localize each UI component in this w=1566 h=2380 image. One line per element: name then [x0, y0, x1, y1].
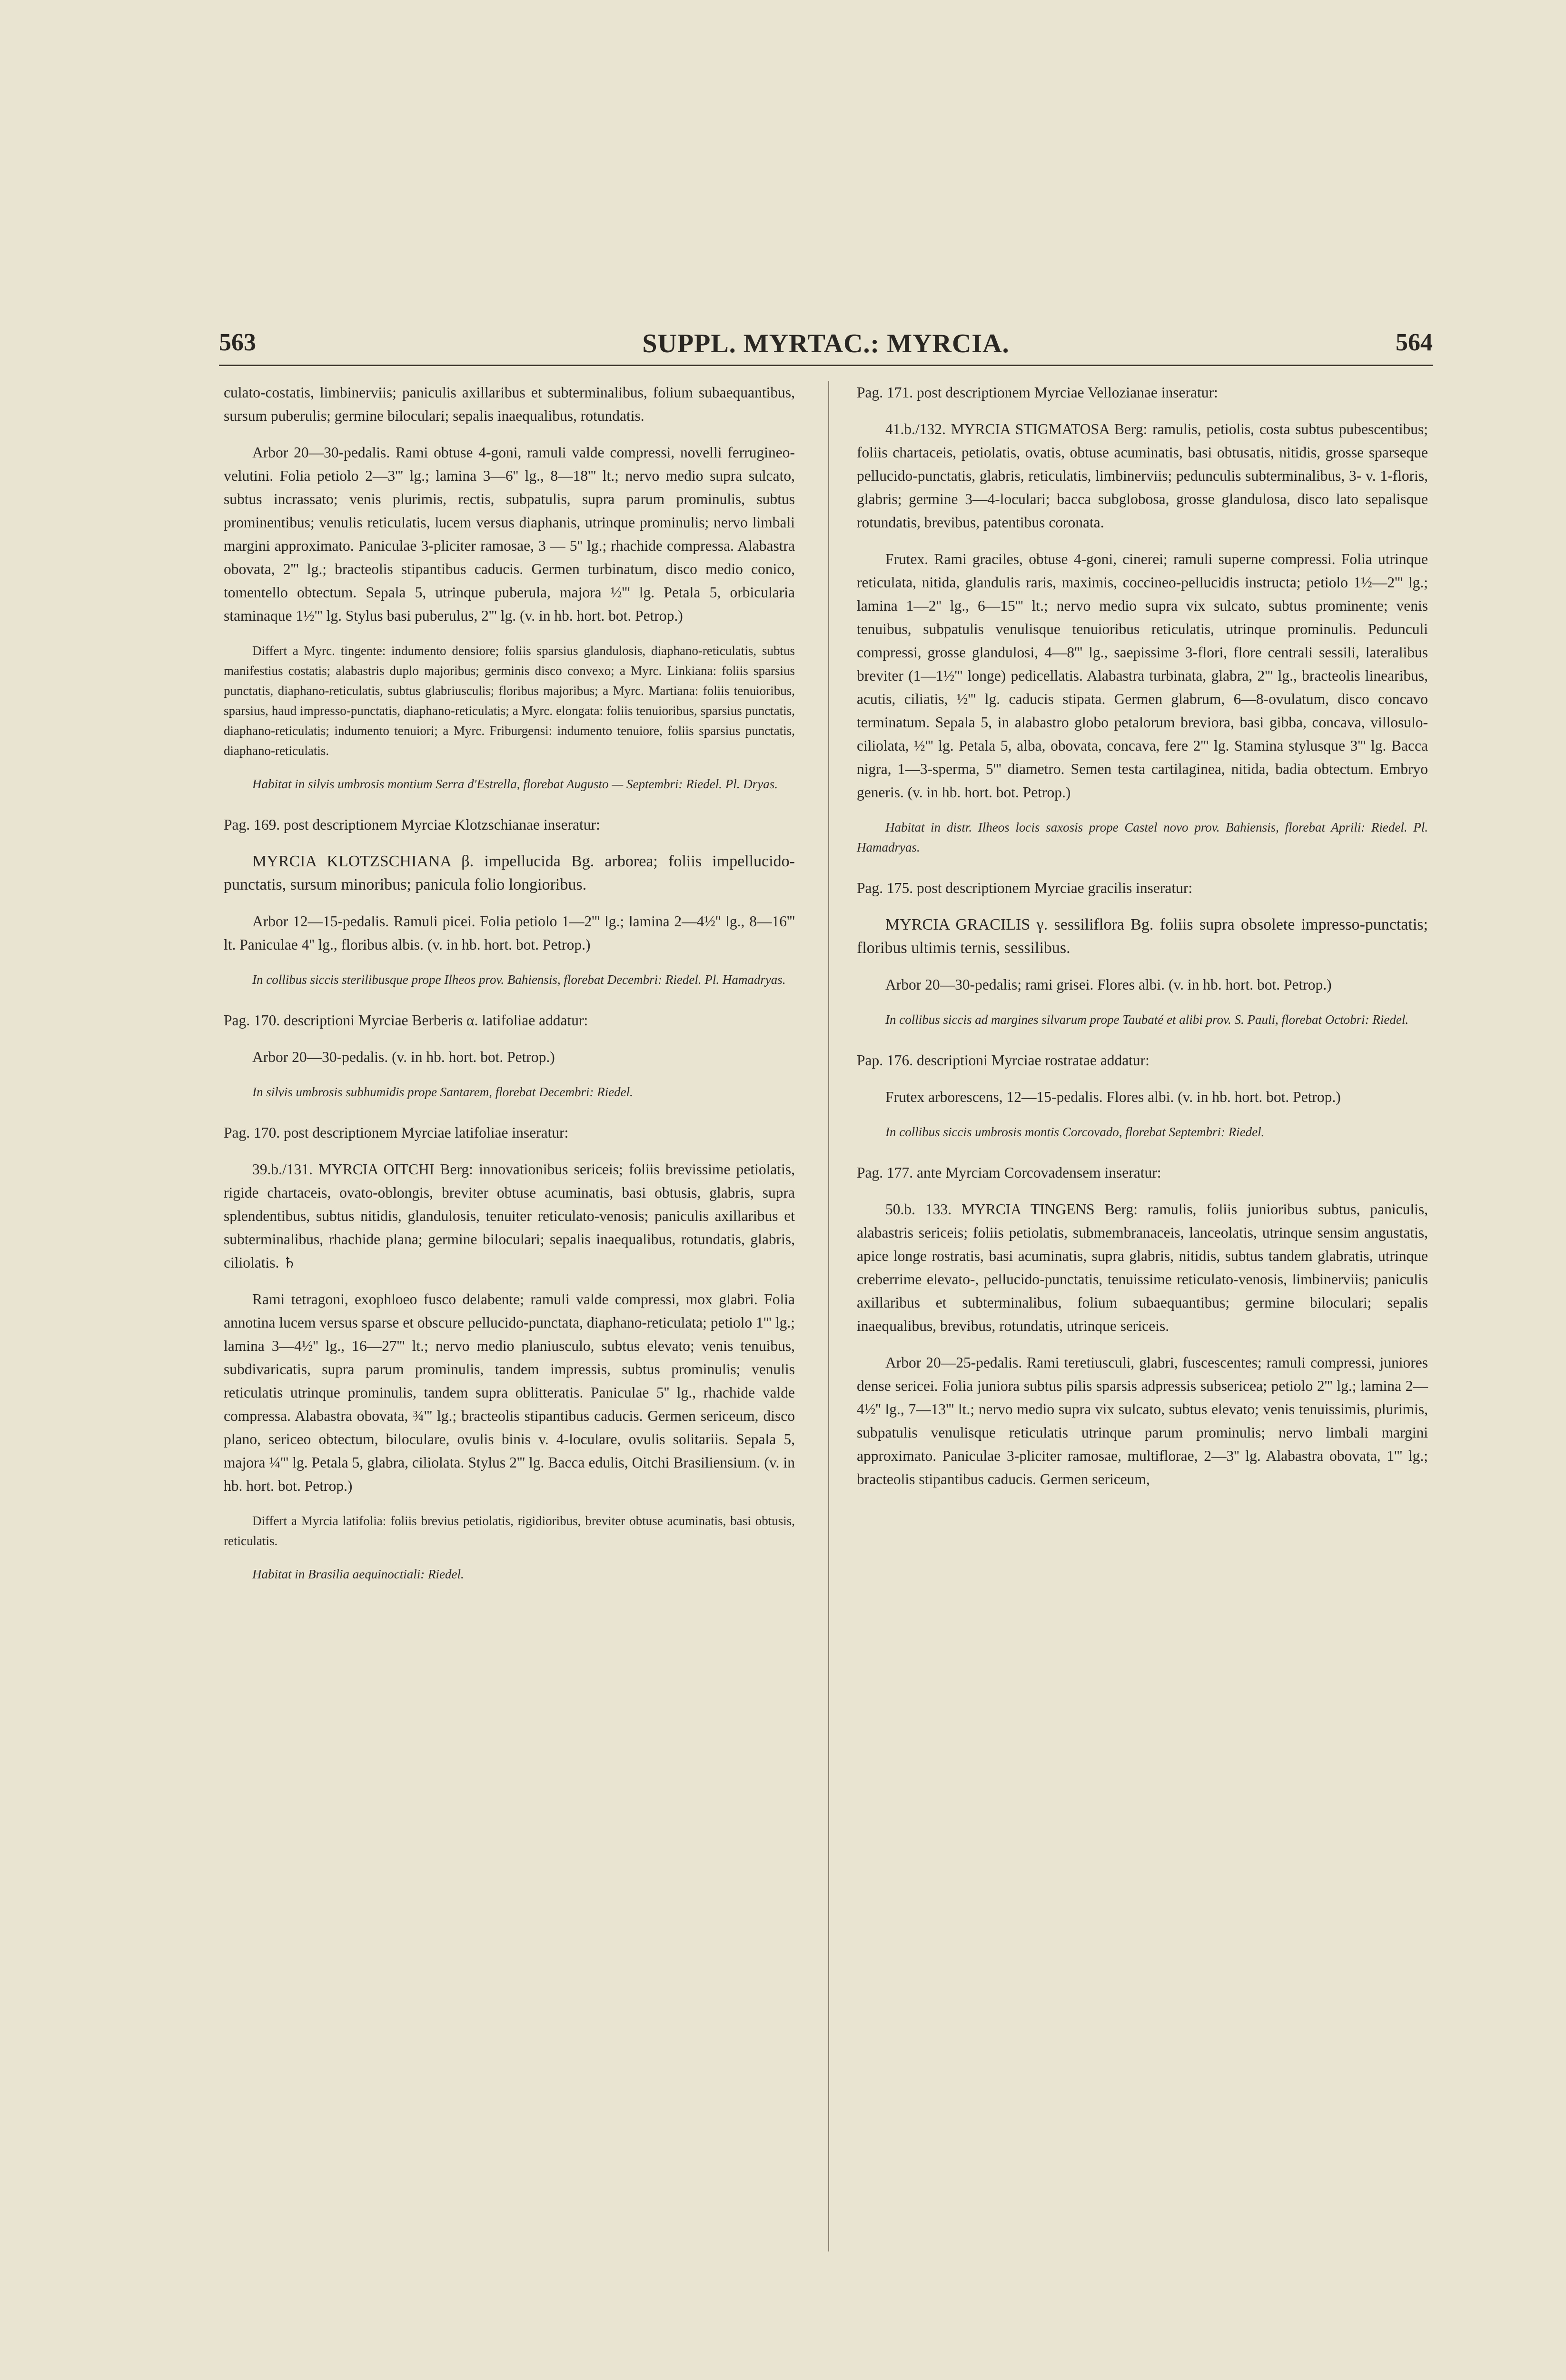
- description-text: Frutex arborescens, 12—15-pedalis. Flores albi. (v. in hb. hort. bot. Petrop.): [885, 1089, 1341, 1105]
- description-text: Arbor 20—30-pedalis. (v. in hb. hort. bot. Petrop.): [252, 1049, 555, 1065]
- habitat-note: Habitat in silvis umbrosis montium Serra d'Estrella, florebat Augusto — Septembri: Riedel. Pl. Dryas.: [252, 777, 778, 791]
- habitat-note: In collibus siccis umbrosis montis Corcovado, florebat Septembri: Riedel.: [885, 1125, 1265, 1139]
- page-reference: Pag. 170. descriptioni Myrciae Berberis α. latifoliae addatur:: [224, 1012, 588, 1029]
- left-column: [224, 381, 795, 2251]
- running-title: SUPPL. MYRTAC.: MYRCIA.: [642, 329, 1010, 358]
- description-text: Frutex. Rami graciles, obtuse 4-goni, cinerei; ramuli superne compressi. Folia utrinque reticulata, nitida, glandulis raris, maximis, coccineo-pellucidis instructa; petiolo 1½—2''' lg.; lamina 1—2'' lg., 6—15''' lt.; nervo medio supra vix sulcato, subtus prominente; venis tenuibus, subpatulis venulisque tenuioribus reticulatis, utrinque prominulis. Pedunculi compressi, grosse glandulosi, 4—8''' lg., saepissime 3-flori, flore centrali sessili, lateralibus breviter (1—1½''' longe) pedicellatis. Alabastra turbinata, glabra, 2''' lg., bracteolis linearibus, acutis, ciliatis, ½''' lg. caducis stipata. Germen glabrum, 6—8-ovulatum, disco concavo terminatum. Sepala 5, in alabastro globo petalorum breviora, basi gibba, concava, villosulo-ciliolata, ½''' lg. Petala 5, alba, obovata, concava, fere 2''' lg. Stamina stylusque 3''' lg. Bacca nigra, 1—3-sperma, 5''' diametro. Semen testa cartilaginea, nitida, badia obtectum. Embryo generis. (v. in hb. hort. bot. Petrop.): [857, 551, 1428, 801]
- diagnosis-text: culato-costatis, limbinerviis; paniculis axillaribus et subterminalibus, folium subaequantibus, sursum puberulis; germine biloculari; sepalis inaequalibus, rotundatis.: [224, 384, 795, 424]
- header-rule: [219, 365, 1433, 366]
- species-heading: 50.b. 133. MYRCIA TINGENS Berg: ramulis, foliis junioribus subtus, paniculis, alabastris sericeis; foliis petiolatis, submembranaceis, lanceolatis, utrinque sensim angustatis, apice longe rostratis, basi acuminatis, supra glabris, nitidis, subtus tandem glabratis, utrinque creberrime elevato-, pellucido-punctatis, tenuissime reticulato-venosis, limbinerviis; paniculis axillaribus et subterminalibus, folium subaequantibus; germine biloculari; sepalis inaequalibus, brevibus, rotundatis, utrinque sericeis.: [857, 1201, 1428, 1334]
- column-divider: [828, 381, 829, 2251]
- description-text: Arbor 12—15-pedalis. Ramuli picei. Folia petiolo 1—2''' lg.; lamina 2—4½'' lg., 8—16''' lt. Paniculae 4'' lg., floribus albis. (v. in hb. hort. bot. Petrop.): [224, 913, 795, 953]
- page-reference: Pag. 175. post descriptionem Myrciae gracilis inseratur:: [857, 880, 1193, 896]
- page-reference: Pap. 176. descriptioni Myrciae rostratae addatur:: [857, 1052, 1150, 1069]
- page-reference: Pag. 170. post descriptionem Myrciae latifoliae inseratur:: [224, 1124, 569, 1141]
- page-reference: Pag. 171. post descriptionem Myrciae Vellozianae inseratur:: [857, 384, 1218, 401]
- habitat-note: In collibus siccis ad margines silvarum prope Taubaté et alibi prov. S. Pauli, florebat Octobri: Riedel.: [885, 1012, 1409, 1027]
- habitat-note: In silvis umbrosis subhumidis prope Santarem, florebat Decembri: Riedel.: [252, 1085, 633, 1099]
- page-reference: Pag. 169. post descriptionem Myrciae Klotzschianae inseratur:: [224, 816, 600, 833]
- habitat-note: Habitat in Brasilia aequinoctiali: Riedel.: [252, 1567, 464, 1581]
- description-text: Rami tetragoni, exophloeo fusco delabente; ramuli valde compressi, mox glabri. Folia annotina lucem versus sparse et obscure pellucido-punctata, diaphano-reticulata; petiolo 1''' lg.; lamina 3—4½'' lg., 16—27''' lt.; nervo medio planiusculo, subtus elevato; venis tenuibus, subdivaricatis, supra parum prominulis, tandem impressis, subtus prominulis; venulis reticulatis utrinque prominulis, tandem supra oblitteratis. Paniculae 5'' lg., rhachide valde compressa. Alabastra obovata, ¾''' lg.; bracteolis stipantibus caducis. Germen sericeum, disco plano, sericeo obtectum, biloculare, ovulis binis v. 4-loculare, ovulis solitariis. Sepala 5, majora ¼''' lg. Petala 5, glabra, ciliolata. Stylus 2''' lg. Bacca edulis, Oitchi Brasiliensium. (v. in hb. hort. bot. Petrop.): [224, 1291, 795, 1494]
- species-heading: 39.b./131. MYRCIA OITCHI Berg: innovationibus sericeis; foliis brevissime petiolatis, rigide chartaceis, ovato-oblongis, breviter obtuse acuminatis, basi obtusis, glabris, supra splendentibus, subtus nitidis, glandulosis, tenuiter reticulato-venosis; paniculis axillaribus et subterminalibus, rhachide plana; germine biloculari; sepalis inaequalibus, rotundatis, glabris, ciliolatis. ♄: [224, 1161, 795, 1271]
- species-heading: 41.b./132. MYRCIA STIGMATOSA Berg: ramulis, petiolis, costa subtus pubescentibus; foliis chartaceis, petiolatis, ovatis, obtuse acuminatis, basi obtusatis, nitidis, grosse sparseque pellucido-punctatis, glabris, reticulatis, limbinerviis; pedunculis subterminalibus, 3- v. 1-floris, glabris; germine 3—4-loculari; bacca subglobosa, grosse glandulosa, disco lato sepalisque rotundatis, brevibus, patentibus coronata.: [857, 421, 1428, 531]
- page-reference: Pag. 177. ante Myrciam Corcovadensem inseratur:: [857, 1164, 1161, 1181]
- page-number-left: 563: [219, 329, 256, 356]
- description-text: Arbor 20—30-pedalis; rami grisei. Flores albi. (v. in hb. hort. bot. Petrop.): [885, 976, 1332, 993]
- habitat-note: In collibus siccis sterilibusque prope Ilheos prov. Bahiensis, florebat Decembri: Riedel. Pl. Hamadryas.: [252, 972, 786, 987]
- differt-note: Differt a Myrcia latifolia: foliis brevius petiolatis, rigidioribus, breviter obtuse acuminatis, basi obtusis, reticulatis.: [224, 1514, 795, 1548]
- habitat-note: Habitat in distr. Ilheos locis saxosis prope Castel novo prov. Bahiensis, florebat Aprili: Riedel. Pl. Hamadryas.: [857, 820, 1428, 854]
- description-text: Arbor 20—30-pedalis. Rami obtuse 4-goni, ramuli valde compressi, novelli ferrugineo-velutini. Folia petiolo 2—3''' lg.; lamina 3—6'' lg., 8—18''' lt.; nervo medio supra sulcato, subtus incrassato; venis plurimis, rectis, subpatulis, supra parum prominulis, subtus prominentibus; venulis reticulatis, lucem versus diaphanis, utrinque prominulis; nervo limbali margini approximato. Paniculae 3-pliciter ramosae, 3 — 5'' lg.; rhachide compressa. Alabastra obovata, 2''' lg.; bracteolis stipantibus caducis. Germen turbinatum, disco medio conico, tomentello obtectum. Sepala 5, utrinque puberula, majora ½''' lg. Petala 5, orbicularia staminaque 1½''' lg. Stylus basi puberulus, 2''' lg. (v. in hb. hort. bot. Petrop.): [224, 444, 795, 624]
- page-header: [219, 328, 1433, 367]
- right-column: [857, 381, 1428, 1952]
- description-text: Arbor 20—25-pedalis. Rami teretiusculi, glabri, fuscescentes; ramuli compressi, juniores dense sericei. Folia juniora subtus pilis sparsis adpressis subsericea; petiolo 2''' lg.; lamina 2—4½'' lg., 7—13''' lt.; nervo medio supra vix sulcato, subtus elevato; venis tenuissimis, plurimis, subpatulis venulisque reticulatis utrinque parum prominulis; nervo limbali margini approximato. Paniculae 3-pliciter ramosae, multiflorae, 2—3'' lg. Alabastra obovata, 1''' lg.; bracteolis stipantibus caducis. Germen sericeum,: [857, 1354, 1428, 1488]
- page-number-right: 564: [1396, 329, 1433, 356]
- species-heading: MYRCIA GRACILIS γ. sessiliflora Bg. foliis supra obsolete impresso-punctatis; floribus ultimis ternis, sessilibus.: [857, 916, 1428, 957]
- species-heading: MYRCIA KLOTZSCHIANA β. impellucida Bg. arborea; foliis impellucido-punctatis, sursum minoribus; panicula folio longioribus.: [224, 853, 795, 893]
- differt-note: Differt a Myrc. tingente: indumento densiore; foliis sparsius glandulosis, diaphano-reticulatis, subtus manifestius costatis; alabastris duplo majoribus; germinis disco convexo; a Myrc. Linkiana: foliis sparsius punctatis, diaphano-reticulatis, subtus glabriusculis; floribus majoribus; a Myrc. Martiana: foliis tenuioribus, sparsius, haud impresso-punctatis, diaphano-reticulatis; a Myrc. elongata: foliis tenuioribus, sparsius punctatis, diaphano-reticulatis; indumento tenuiori; a Myrc. Friburgensi: indumento tenuiore, foliis sparsius punctatis, diaphano-reticulatis.: [224, 644, 795, 758]
